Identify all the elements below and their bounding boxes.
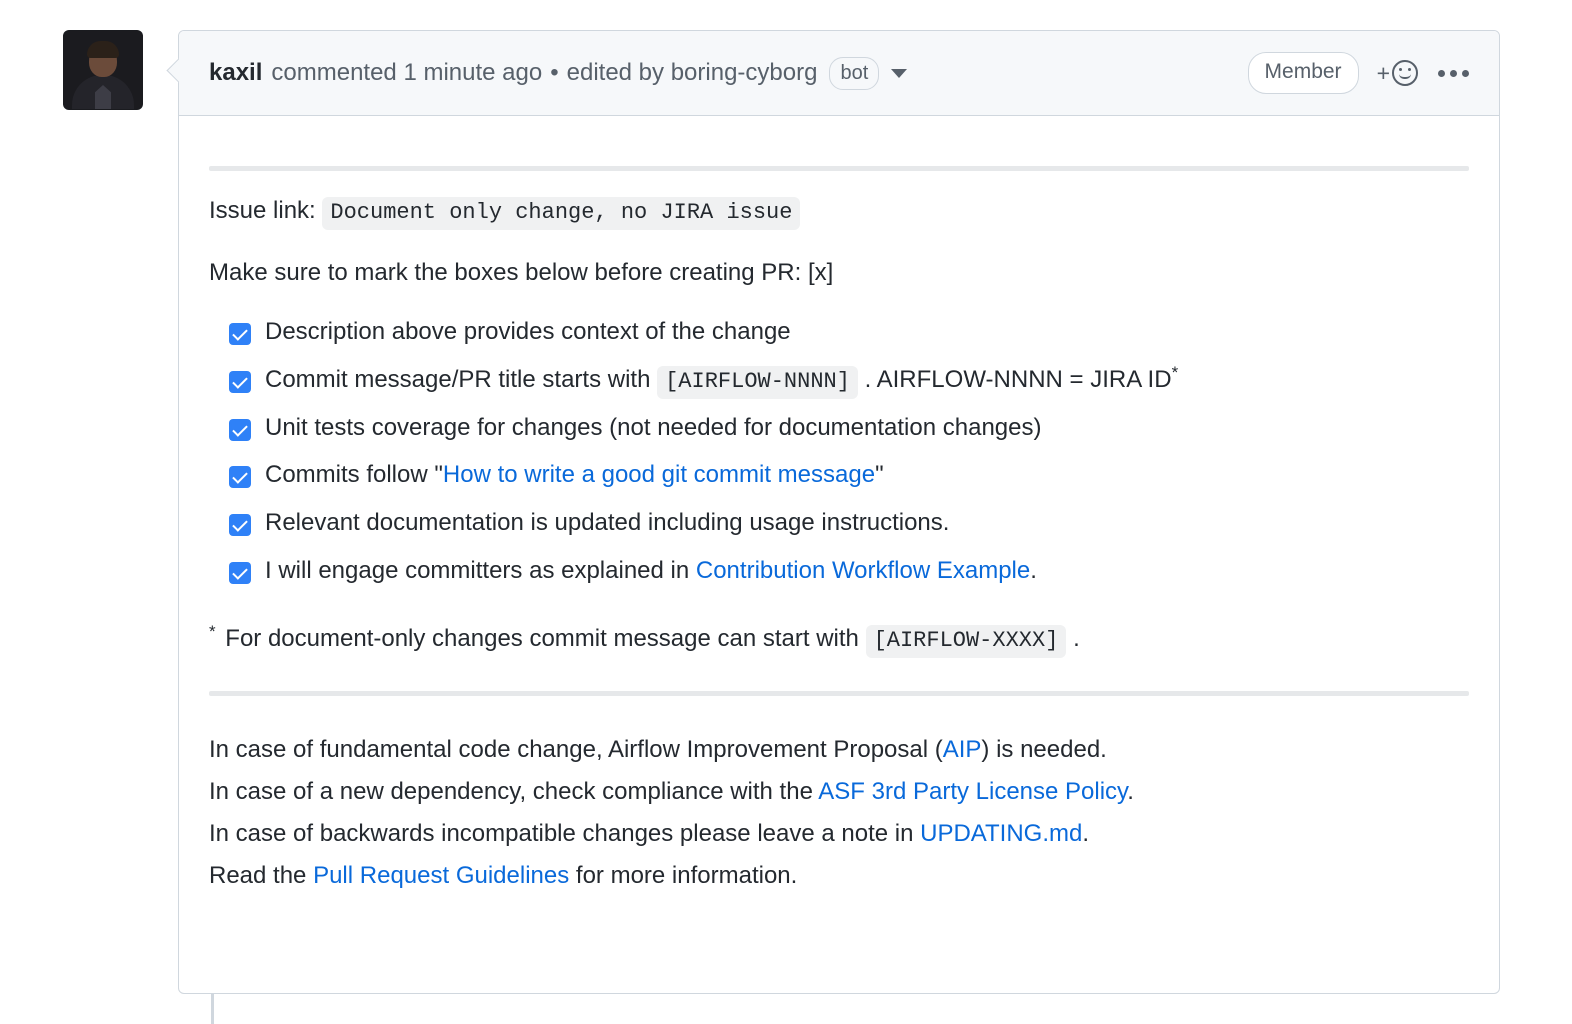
checkbox-checked-icon[interactable] [229, 466, 251, 488]
member-badge: Member [1248, 52, 1359, 94]
text-run: ) is needed. [981, 735, 1107, 763]
comment-card [178, 30, 1500, 994]
smiley-mouth [1399, 74, 1411, 79]
body-link[interactable]: How to write a good git commit message [442, 461, 876, 489]
text-run: In case of backwards incompatible changes please leave a note in [209, 819, 921, 847]
text-run: Commits follow " [265, 461, 443, 489]
footer-note-line [209, 816, 1469, 852]
footnote-marker: * [209, 621, 216, 641]
text-run: " [875, 461, 884, 489]
bot-badge: bot [829, 57, 879, 90]
footnote-text-after: . [1066, 624, 1080, 652]
checklist-item[interactable] [229, 315, 1469, 350]
checklist-item[interactable] [229, 363, 1469, 398]
checklist-item-label [265, 315, 1469, 350]
body-link[interactable]: Pull Request Guidelines [313, 861, 570, 889]
text-run: I will engage committers as explained in [265, 557, 696, 585]
checklist-item[interactable] [229, 554, 1469, 589]
checklist-item-label [265, 506, 1469, 541]
footer-notes [209, 732, 1469, 894]
thread-line [211, 994, 214, 1024]
checkbox-checked-icon[interactable] [229, 371, 251, 393]
kebab-dot [1462, 70, 1469, 77]
comment-byline [209, 57, 907, 90]
body-link[interactable]: AIP [942, 735, 982, 763]
text-run: Description above provides context of the change [265, 318, 791, 345]
comment-body [179, 116, 1499, 920]
avatar[interactable] [63, 30, 143, 110]
text-run: . AIRFLOW-NNNN = JIRA ID [857, 365, 1172, 393]
text-run: Commit message/PR title starts with [265, 365, 658, 393]
comment-header-actions [1248, 52, 1471, 94]
comment-timestamp: commented 1 minute ago [271, 59, 543, 86]
checkbox-checked-icon[interactable] [229, 562, 251, 584]
checklist-item[interactable] [229, 458, 1469, 493]
byline-separator: • [550, 59, 559, 86]
text-run: . [1082, 819, 1090, 847]
chevron-down-icon[interactable] [891, 69, 907, 78]
comment-author[interactable]: kaxil [209, 59, 263, 86]
text-run: Read the [209, 861, 314, 889]
footnote-ref: * [1171, 362, 1179, 382]
checklist-item-label [265, 458, 1469, 493]
smiley-icon [1392, 60, 1418, 86]
checklist-item-label [265, 411, 1469, 446]
checklist [209, 315, 1469, 589]
text-run: for more information. [569, 861, 798, 889]
issue-link-code: Document only change, no JIRA issue [322, 197, 800, 230]
checklist-item-label [265, 363, 1469, 398]
text-run: . [1030, 557, 1037, 585]
footnote [209, 621, 1469, 657]
kebab-dot [1438, 70, 1445, 77]
checklist-item-label [265, 554, 1469, 589]
checklist-item[interactable] [229, 411, 1469, 446]
text-run: In case of fundamental code change, Airflow Improvement Proposal ( [209, 735, 943, 763]
plus-sign: + [1376, 59, 1390, 86]
issue-link-label: Issue link: [209, 197, 316, 224]
footnote-code: [AIRFLOW-XXXX] [866, 625, 1067, 658]
footer-note-line [209, 774, 1469, 810]
footer-note-line [209, 858, 1469, 894]
inline-code: [AIRFLOW-NNNN] [657, 366, 858, 399]
divider-bottom [209, 691, 1469, 696]
kebab-horizontal-icon[interactable] [1436, 66, 1471, 81]
comment-header [179, 31, 1499, 116]
kebab-dot [1450, 70, 1457, 77]
footnote-text-before: For document-only changes commit message can start with [218, 624, 866, 652]
checkbox-checked-icon[interactable] [229, 419, 251, 441]
add-reaction-button[interactable] [1377, 60, 1418, 87]
text-run: Relevant documentation is updated including usage instructions. [265, 509, 950, 537]
text-run: In case of a new dependency, check compliance with the [209, 777, 819, 805]
body-link[interactable]: UPDATING.md [920, 819, 1083, 847]
footer-note-line [209, 732, 1469, 768]
comment-edited-by[interactable]: edited by boring-cyborg [566, 59, 818, 86]
divider-top [209, 166, 1469, 171]
body-link[interactable]: ASF 3rd Party License Policy [818, 777, 1128, 805]
checkbox-checked-icon[interactable] [229, 514, 251, 536]
avatar-hair [87, 41, 119, 58]
checkbox-checked-icon[interactable] [229, 323, 251, 345]
checklist-item[interactable] [229, 506, 1469, 541]
instructions-line: Make sure to mark the boxes below before creating PR: [x] [209, 259, 834, 286]
body-link[interactable]: Contribution Workflow Example [695, 557, 1031, 585]
text-run: Unit tests coverage for changes (not needed for documentation changes) [265, 413, 1042, 441]
text-run: . [1127, 777, 1134, 805]
issue-link-line [209, 193, 1469, 229]
